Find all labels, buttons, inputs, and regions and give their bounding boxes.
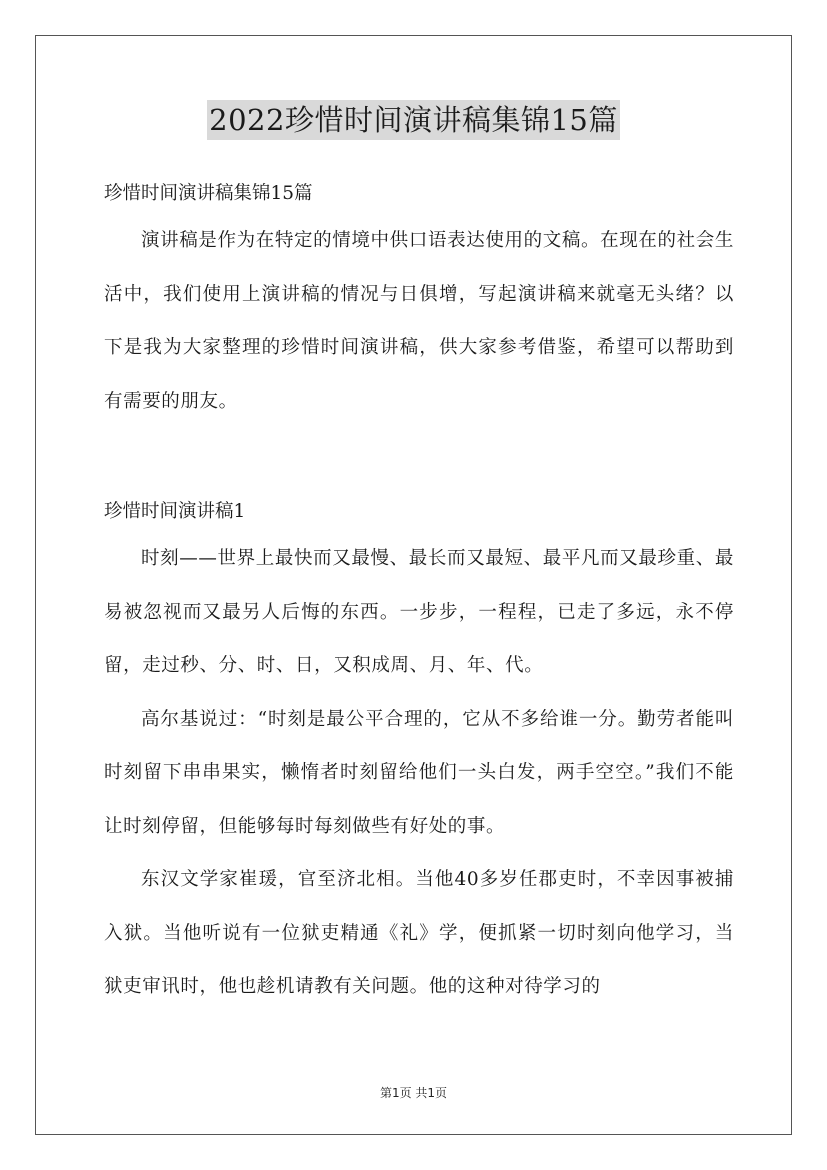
title-container <box>0 100 827 140</box>
document-title: 2022珍惜时间演讲稿集锦15篇 <box>207 100 620 140</box>
body-paragraph: 东汉文学家崔瑗，官至济北相。当他40多岁任郡吏时，不幸因事被捕入狱。当他听说有一位狱吏精通《礼》学，便抓紧一切时刻向他学习，当狱吏审讯时，他也趁机请教有关问题。他的这种对待学习的 <box>104 869 734 997</box>
body-paragraph: 时刻——世界上最快而又最慢、最长而又最短、最平凡而又最珍重、最易被忽视而又最另人后悔的东西。一步步，一程程，已走了多远，永不停留，走过秒、分、时、日，又积成周、月、年、代。 <box>104 548 734 676</box>
page-footer: 第1页 共1页 <box>379 1086 448 1100</box>
section-heading: 珍惜时间演讲稿1 <box>104 501 246 522</box>
body-paragraph: 高尔基说过：“时刻是最公平合理的，它从不多给谁一分。勤劳者能叫时刻留下串串果实，懒惰者时刻留给他们一头白发，两手空空。”我们不能让时刻停留，但能够每时每刻做些有好处的事。 <box>104 708 734 837</box>
document-body <box>104 174 734 1014</box>
document-subtitle: 珍惜时间演讲稿集锦15篇 <box>104 183 313 204</box>
intro-paragraph: 演讲稿是作为在特定的情境中供口语表达使用的文稿。在现在的社会生活中，我们使用上演讲稿的情况与日俱增，写起演讲稿来就毫无头绪？以下是我为大家整理的珍惜时间演讲稿，供大家参考借鉴，希望可以帮助到有需要的朋友。 <box>104 230 734 412</box>
section-gap <box>104 428 734 492</box>
